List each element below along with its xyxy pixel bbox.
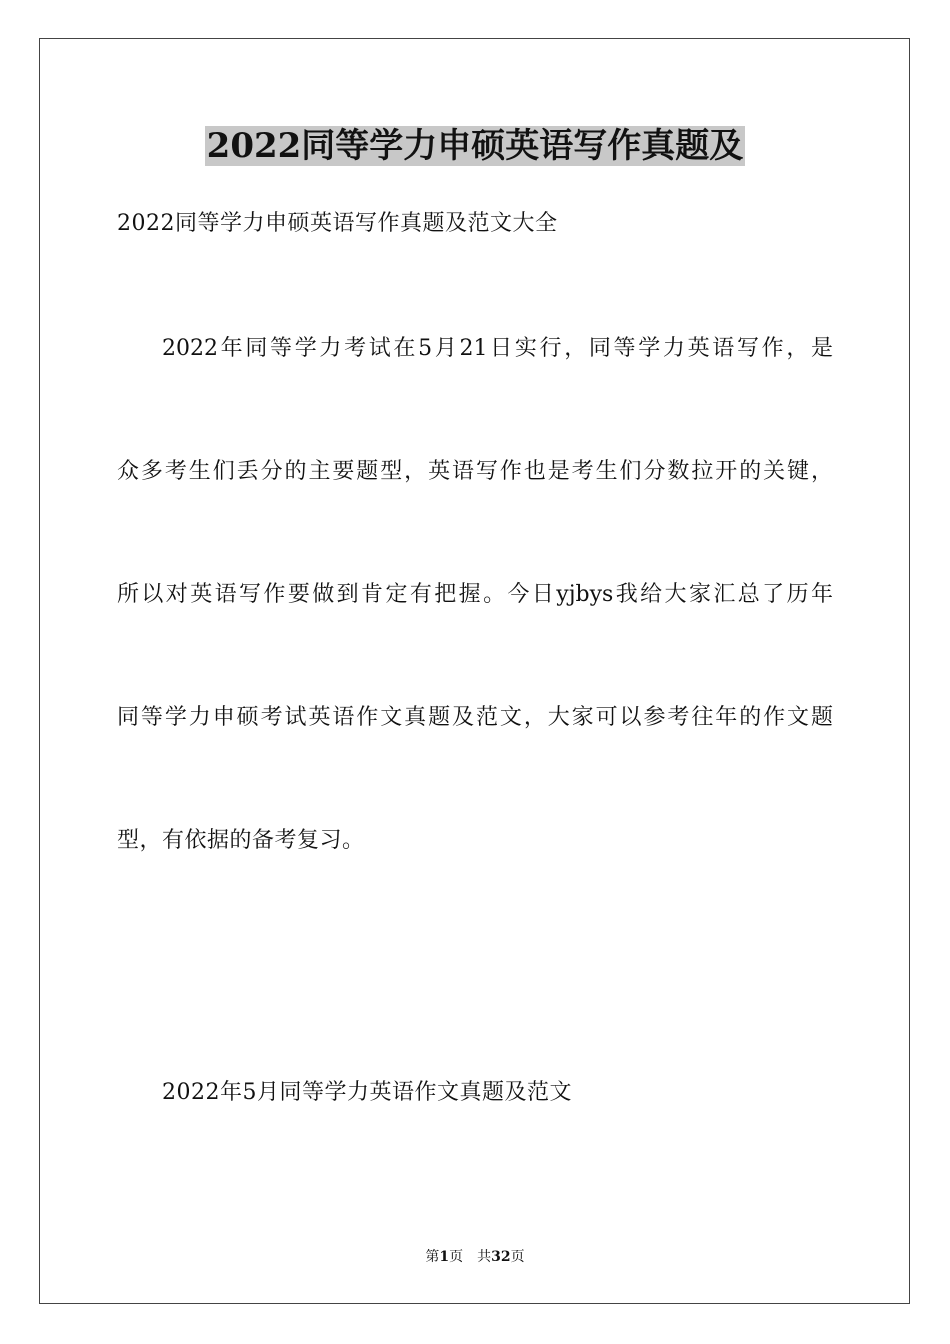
section-heading: 2022年5月同等学力英语作文真题及范文 (162, 1080, 572, 1105)
page-footer (0, 1247, 950, 1267)
document-title (0, 122, 950, 170)
paragraph-line-4: 同等学力申硕考试英语作文真题及范文，大家可以参考往年的作文题 (117, 705, 833, 730)
paragraph-line-5: 型，有依据的备考复习。 (117, 828, 365, 853)
footer-page-prefix: 第 (425, 1249, 440, 1265)
footer-page-suffix: 页 (449, 1249, 464, 1265)
paragraph-line-2: 众多考生们丢分的主要题型，英语写作也是考生们分数拉开的关键， (117, 459, 833, 484)
footer-page-number: 1 (439, 1249, 450, 1265)
footer-total-prefix: 共 (477, 1249, 492, 1265)
paragraph-line-1: 2022年同等学力考试在5月21日实行，同等学力英语写作，是 (162, 336, 833, 361)
document-subtitle: 2022同等学力申硕英语写作真题及范文大全 (117, 211, 558, 236)
footer-total-suffix: 页 (510, 1249, 525, 1265)
footer-total-pages: 32 (491, 1249, 511, 1265)
paragraph-line-3: 所以对英语写作要做到肯定有把握。今日yjbys我给大家汇总了历年 (117, 582, 833, 607)
document-title-text: 2022同等学力申硕英语写作真题及 (206, 126, 744, 166)
